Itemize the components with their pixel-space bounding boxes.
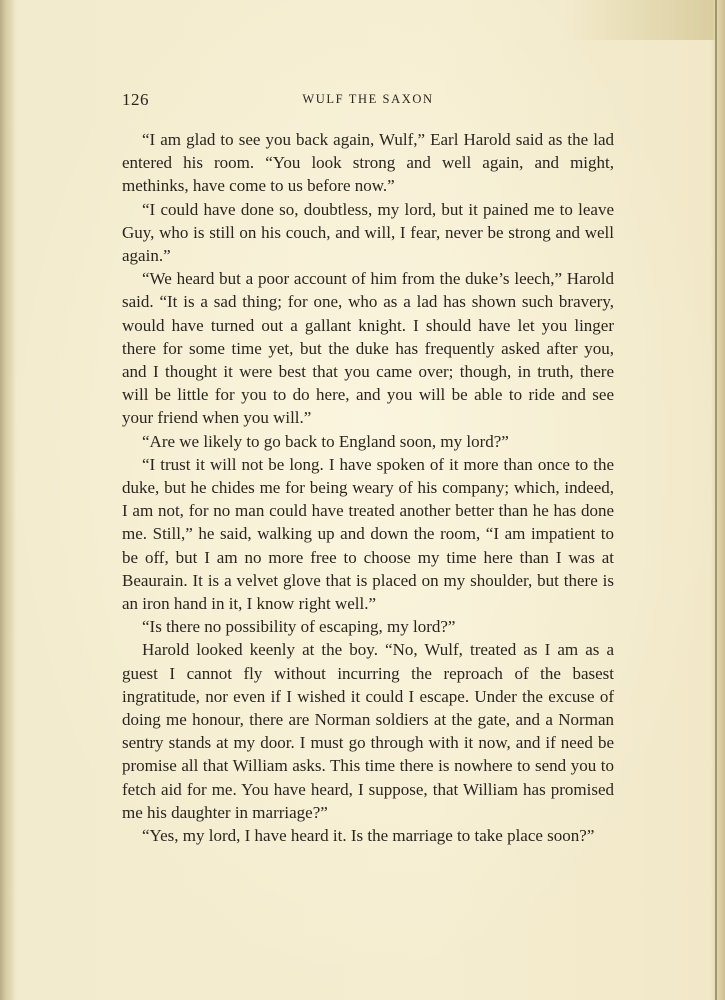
running-title: WULF THE SAXON bbox=[302, 92, 434, 106]
paragraph: “We heard but a poor account of him from the duke’s leech,” Harold said. “It is a sad thing; for one, who as a lad has shown such bravery, would have turned out a gallant knight. I should have let you linger there for some time yet, but the duke has frequently asked after you, and I thought it were best that you came over; though, in truth, there will be little for you to do here, and you will be able to ride and see your friend when you will.” bbox=[122, 269, 614, 428]
paragraph: Harold looked keenly at the boy. “No, Wulf, treated as I am as a guest I cannot fly without incurring the reproach of the basest ingratitude, nor even if I wished it could I escape. Under the excuse of doing me honour, there are Norman soldiers at the gate, and a Norman sentry stands at my door. I must go through with it now, and if need be promise all that William asks. This time there is nowhere to send you to fetch aid for me. You have heard, I suppose, that William has promised me his daughter in marriage?” bbox=[122, 640, 614, 822]
paragraph: “Is there no possibility of escaping, my lord?” bbox=[142, 617, 456, 637]
page-number: 126 bbox=[122, 90, 149, 109]
page-edge-tint bbox=[565, 0, 725, 40]
page-edge-line bbox=[715, 0, 717, 1000]
body-text bbox=[122, 128, 614, 847]
page-header bbox=[122, 90, 614, 114]
paragraph: “I am glad to see you back again, Wulf,” Earl Harold said as the lad entered his room. “You look strong and well again, and might, methinks, have come to us before now.” bbox=[122, 130, 614, 196]
page-right-edge bbox=[711, 0, 725, 1000]
paragraph: “Are we likely to go back to England soon, my lord?” bbox=[142, 431, 509, 451]
paragraph: “I could have done so, doubtless, my lord, but it pained me to leave Guy, who is still on his couch, and will, I fear, never be strong and well again.” bbox=[122, 199, 614, 266]
paragraph: “Yes, my lord, I have heard it. Is the marriage to take place soon?” bbox=[142, 826, 595, 846]
binding-shadow bbox=[0, 0, 16, 1000]
paragraph: “I trust it will not be long. I have spoken of it more than once to the duke, but he chides me for being weary of his company; which, indeed, I am not, for no man could have treated another better than he has done me. Still,” he said, walking up and down the room, “I am impatient to be off, but I am no more free to choose my time here than I was at Beaurain. It is a velvet glove that is placed on my shoulder, but there is an iron hand in it, I know right well.” bbox=[122, 454, 614, 614]
